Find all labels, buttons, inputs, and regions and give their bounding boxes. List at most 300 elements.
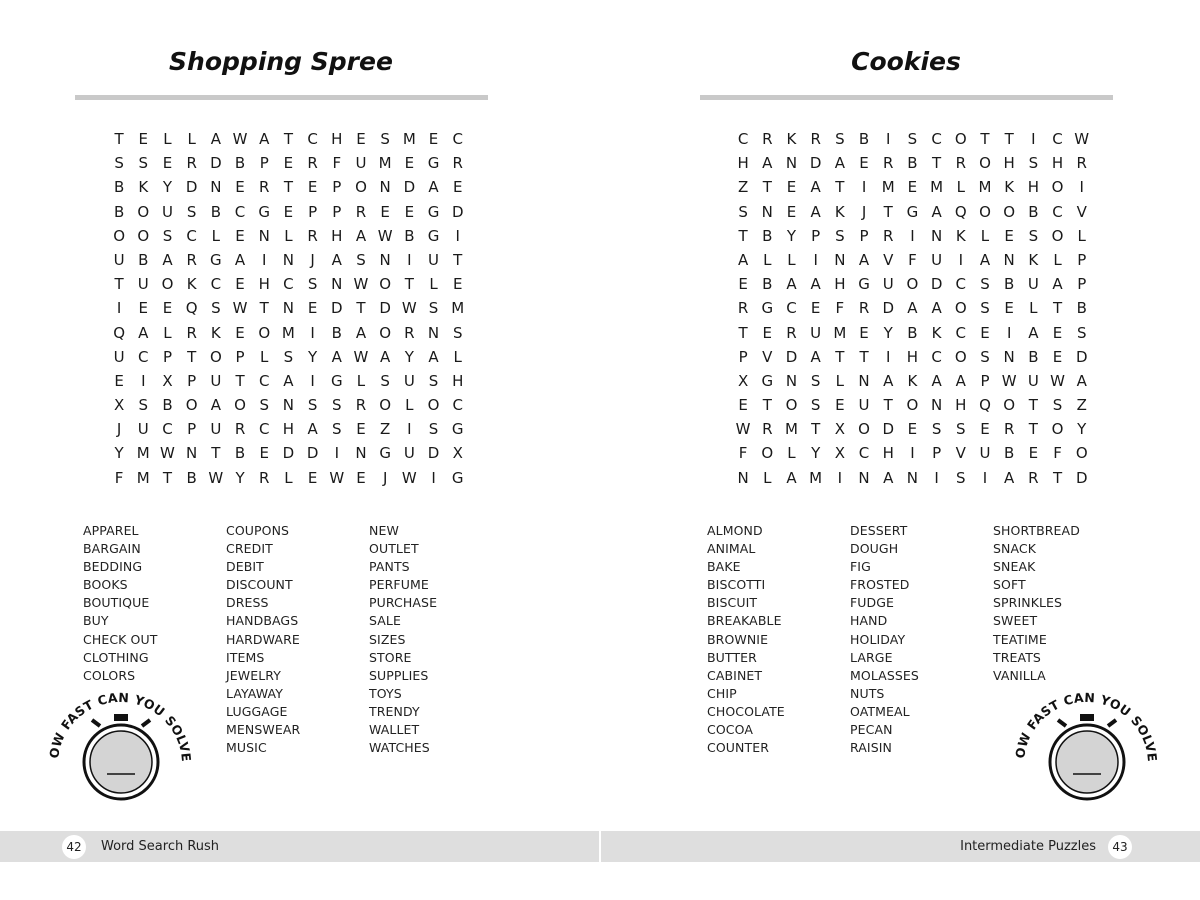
grid-letter: N xyxy=(282,250,295,269)
word-item: COUPONS xyxy=(226,523,290,538)
grid-letter: Y xyxy=(114,444,124,463)
grid-letter: S xyxy=(356,250,366,269)
grid-letter: B xyxy=(234,154,246,173)
grid-letter: I xyxy=(1031,130,1036,148)
grid-letter: E xyxy=(786,202,797,221)
word-item: COLORS xyxy=(83,667,136,683)
grid-letter: Y xyxy=(811,444,821,463)
grid-letter: M xyxy=(378,154,392,173)
word-item: ITEMS xyxy=(226,649,265,665)
word-item: ALMOND xyxy=(707,523,763,538)
grid-letter: O xyxy=(906,396,919,415)
grid-letter: C xyxy=(210,275,222,294)
grid-letter: E xyxy=(835,396,845,415)
grid-letter: H xyxy=(955,396,967,415)
grid-letter: L xyxy=(1053,250,1062,269)
grid-letter: I xyxy=(407,420,412,439)
grid-letter: B xyxy=(1076,299,1087,318)
grid-letter: B xyxy=(113,202,125,221)
grid-letter: O xyxy=(379,323,392,342)
word-item: DISCOUNT xyxy=(226,577,293,593)
word-item: STORE xyxy=(369,649,412,665)
grid-letter: D xyxy=(306,444,319,463)
grid-letter: D xyxy=(185,178,198,197)
grid-letter: D xyxy=(403,178,416,197)
grid-letter: L xyxy=(163,323,172,342)
word-item: CHECK OUT xyxy=(83,631,158,647)
grid-letter: J xyxy=(861,202,867,221)
grid-letter: F xyxy=(1053,444,1062,463)
grid-letter: W xyxy=(160,444,175,463)
grid-letter: K xyxy=(1028,250,1039,269)
grid-letter: T xyxy=(356,299,366,318)
grid-letter: H xyxy=(1003,154,1015,173)
grid-row xyxy=(731,272,1094,296)
grid-row xyxy=(107,248,470,272)
grid-letter: S xyxy=(907,130,918,148)
word-item: LUGGAGE xyxy=(226,703,288,719)
grid-row xyxy=(731,224,1094,248)
grid-letter: H xyxy=(1051,154,1064,173)
grid-letter: A xyxy=(883,468,894,487)
grid-letter: N xyxy=(282,396,295,415)
grid-letter: T xyxy=(453,250,463,269)
grid-letter: K xyxy=(955,226,966,245)
grid-letter: E xyxy=(980,420,990,439)
grid-letter: I xyxy=(407,250,412,269)
grid-letter: H xyxy=(452,371,464,390)
page-number: 42 xyxy=(62,835,86,859)
grid-letter: E xyxy=(283,202,294,221)
grid-letter: R xyxy=(762,420,773,439)
grid-letter: O xyxy=(113,226,125,245)
grid-letter: B xyxy=(234,444,246,463)
grid-letter: E xyxy=(786,178,797,197)
grid-letter: R xyxy=(883,154,894,173)
puzzle-title: Cookies xyxy=(851,47,961,76)
grid-letter: O xyxy=(185,396,198,415)
word-item: WATCHES xyxy=(369,740,430,756)
footer-label: Intermediate Puzzles xyxy=(960,839,1096,854)
grid-letter: E xyxy=(138,130,149,148)
grid-letter: Y xyxy=(404,347,414,366)
word-item: DEBIT xyxy=(226,559,264,575)
word-item: MOLASSES xyxy=(850,667,919,683)
grid-letter: B xyxy=(113,178,125,197)
word-item: LAYAWAY xyxy=(226,685,283,701)
grid-letter: L xyxy=(453,347,462,366)
grid-letter: A xyxy=(162,250,173,269)
word-item: CABINET xyxy=(707,667,763,683)
grid-letter: E xyxy=(356,130,366,148)
grid-letter: Q xyxy=(954,202,967,221)
word-item: NEW xyxy=(369,523,399,538)
grid-letter: W xyxy=(208,468,224,487)
grid-letter: A xyxy=(810,202,821,221)
grid-letter: Y xyxy=(162,178,173,197)
grid-letter: T xyxy=(1052,299,1063,318)
grid-letter: A xyxy=(1004,468,1015,487)
word-item: BOOKS xyxy=(83,577,128,593)
grid-letter: O xyxy=(858,420,870,439)
grid-letter: V xyxy=(883,250,894,269)
grid-letter: J xyxy=(310,250,315,269)
grid-letter: R xyxy=(259,178,270,197)
grid-letter: B xyxy=(762,226,773,245)
grid-letter: W xyxy=(401,468,417,487)
word-item: TOYS xyxy=(369,685,402,701)
grid-letter: R xyxy=(452,154,463,173)
grid-letter: M xyxy=(809,468,823,487)
grid-letter: F xyxy=(835,299,845,318)
grid-letter: S xyxy=(138,154,149,173)
word-item: SUPPLIES xyxy=(369,667,429,683)
grid-letter: I xyxy=(1079,178,1084,197)
grid-letter: U xyxy=(210,371,222,390)
grid-letter: E xyxy=(452,275,463,294)
grid-letter: F xyxy=(908,250,917,269)
grid-letter: X xyxy=(452,444,463,463)
grid-letter: S xyxy=(428,299,439,318)
grid-letter: B xyxy=(162,396,173,415)
grid-letter: G xyxy=(427,154,440,173)
grid-letter: A xyxy=(1052,275,1063,294)
grid-letter: L xyxy=(284,468,293,487)
grid-letter: E xyxy=(114,371,124,390)
grid-letter: R xyxy=(737,299,749,318)
grid-letter: M xyxy=(978,178,992,197)
grid-letter: T xyxy=(404,275,414,294)
grid-letter: M xyxy=(451,299,465,318)
word-item: MUSIC xyxy=(226,740,267,756)
word-item: CLOTHING xyxy=(83,649,149,665)
grid-letter: R xyxy=(186,323,197,342)
grid-letter: L xyxy=(405,396,414,415)
grid-letter: G xyxy=(906,202,919,221)
grid-letter: O xyxy=(379,275,392,294)
grid-letter: E xyxy=(283,154,294,173)
grid-letter: Z xyxy=(1076,396,1087,415)
grid-letter: S xyxy=(307,275,318,294)
grid-row xyxy=(107,224,470,248)
grid-letter: X xyxy=(113,396,125,415)
grid-row xyxy=(107,393,470,417)
grid-letter: A xyxy=(283,371,294,390)
grid-letter: A xyxy=(931,299,942,318)
grid-row xyxy=(107,175,470,199)
grid-letter: S xyxy=(307,396,318,415)
grid-letter: R xyxy=(234,420,246,439)
grid-letter: A xyxy=(428,178,439,197)
grid-letter: O xyxy=(137,226,150,245)
grid-letter: E xyxy=(1052,323,1063,342)
grid-letter: A xyxy=(810,347,821,366)
page-spine xyxy=(599,831,601,862)
grid-letter: A xyxy=(1076,371,1087,390)
grid-letter: U xyxy=(858,396,870,415)
grid-row xyxy=(107,296,470,320)
grid-letter: P xyxy=(162,347,172,366)
grid-letter: T xyxy=(1028,420,1038,439)
grid-letter: N xyxy=(258,226,270,245)
grid-letter: L xyxy=(356,371,366,390)
grid-letter: P xyxy=(332,202,342,221)
grid-letter: J xyxy=(382,468,388,487)
grid-letter: P xyxy=(1077,250,1087,269)
grid-letter: X xyxy=(834,444,845,463)
grid-letter: N xyxy=(282,299,295,318)
grid-letter: R xyxy=(1076,154,1087,173)
grid-letter: N xyxy=(906,468,919,487)
word-item: BUTTER xyxy=(707,649,757,665)
title-rule xyxy=(700,95,1113,100)
grid-letter: B xyxy=(907,154,918,173)
grid-row xyxy=(107,441,470,465)
word-item: DRESS xyxy=(226,595,269,611)
grid-letter: H xyxy=(331,226,343,245)
grid-letter: R xyxy=(858,299,870,318)
grid-letter: L xyxy=(835,371,845,390)
grid-letter: O xyxy=(954,347,967,366)
grid-letter: E xyxy=(859,154,869,173)
grid-letter: R xyxy=(355,396,367,415)
word-column xyxy=(369,522,512,757)
grid-letter: O xyxy=(906,275,919,294)
grid-letter: H xyxy=(834,275,846,294)
grid-letter: S xyxy=(980,347,990,366)
title-rule xyxy=(75,95,488,100)
grid-letter: J xyxy=(116,420,122,439)
grid-letter: I xyxy=(861,178,867,197)
grid-letter: T xyxy=(1052,468,1063,487)
grid-letter: G xyxy=(379,444,391,463)
grid-letter: A xyxy=(883,371,894,390)
grid-letter: A xyxy=(737,250,749,269)
word-item: PURCHASE xyxy=(369,595,438,611)
grid-letter: A xyxy=(979,250,991,269)
grid-letter: A xyxy=(259,130,270,148)
grid-row xyxy=(731,127,1094,151)
grid-letter: I xyxy=(910,226,915,245)
grid-letter: T xyxy=(114,275,124,294)
grid-letter: Q xyxy=(113,323,125,342)
grid-letter: B xyxy=(1004,275,1015,294)
grid-letter: I xyxy=(262,250,267,269)
word-item: LARGE xyxy=(850,649,893,665)
grid-letter: D xyxy=(451,202,464,221)
grid-letter: P xyxy=(859,226,869,245)
grid-letter: D xyxy=(882,420,894,439)
grid-letter: A xyxy=(331,347,342,366)
grid-letter: K xyxy=(210,323,221,342)
grid-letter: U xyxy=(113,250,125,269)
grid-letter: T xyxy=(883,202,893,221)
grid-letter: C xyxy=(258,420,270,439)
grid-letter: C xyxy=(1052,130,1063,148)
grid-letter: O xyxy=(761,444,774,463)
grid-letter: E xyxy=(428,130,439,148)
grid-letter: N xyxy=(858,468,870,487)
word-item: APPAREL xyxy=(83,523,139,538)
grid-letter: I xyxy=(813,250,818,269)
grid-letter: X xyxy=(737,371,749,390)
grid-letter: W xyxy=(401,299,417,318)
grid-letter: E xyxy=(235,226,245,245)
grid-letter: T xyxy=(738,323,748,342)
grid-letter: G xyxy=(761,371,774,390)
grid-letter: B xyxy=(210,202,221,221)
grid-letter: I xyxy=(334,444,339,463)
grid-letter: T xyxy=(162,468,173,487)
grid-letter: D xyxy=(882,299,894,318)
grid-letter: L xyxy=(956,178,965,197)
grid-letter: T xyxy=(762,396,772,415)
grid-letter: C xyxy=(234,202,246,221)
grid-letter: E xyxy=(1004,226,1014,245)
word-item: FIG xyxy=(850,559,871,575)
word-item: HARDWARE xyxy=(226,631,300,647)
grid-letter: W xyxy=(232,130,248,148)
grid-letter: P xyxy=(811,226,821,245)
grid-letter: I xyxy=(958,250,963,269)
grid-letter: E xyxy=(907,178,918,197)
grid-letter: S xyxy=(380,130,390,148)
grid-letter: N xyxy=(1003,250,1015,269)
page-footer xyxy=(0,831,600,862)
grid-letter: C xyxy=(186,226,197,245)
word-item: CHIP xyxy=(707,685,737,701)
word-item: PECAN xyxy=(850,722,893,738)
grid-letter: O xyxy=(1003,202,1016,221)
grid-letter: S xyxy=(956,420,966,439)
grid-letter: I xyxy=(310,371,315,390)
grid-letter: A xyxy=(931,202,942,221)
timer-caption: OW FAST CAN YOU SOLVE xyxy=(46,689,194,763)
grid-letter: H xyxy=(906,347,919,366)
grid-letter: G xyxy=(858,275,870,294)
grid-letter: E xyxy=(162,299,173,318)
grid-letter: O xyxy=(1051,178,1064,197)
word-item: SOFT xyxy=(993,577,1026,593)
word-item: NUTS xyxy=(850,685,885,701)
grid-letter: B xyxy=(858,130,870,148)
grid-letter: R xyxy=(307,226,318,245)
grid-letter: S xyxy=(835,226,845,245)
grid-letter: P xyxy=(980,371,990,390)
grid-letter: L xyxy=(284,226,293,245)
word-item: OATMEAL xyxy=(850,703,910,719)
word-item: HOLIDAY xyxy=(850,631,906,647)
word-item: BARGAIN xyxy=(83,541,141,557)
grid-letter: T xyxy=(1028,396,1038,415)
grid-letter: D xyxy=(1075,468,1088,487)
grid-letter: I xyxy=(837,468,843,487)
grid-letter: A xyxy=(331,250,342,269)
grid-letter: N xyxy=(1003,347,1015,366)
grid-letter: C xyxy=(452,396,463,415)
grid-letter: R xyxy=(955,154,966,173)
word-item: SHORTBREAD xyxy=(993,523,1080,538)
grid-letter: W xyxy=(353,275,369,294)
grid-letter: E xyxy=(404,202,415,221)
grid-letter: E xyxy=(307,299,318,318)
grid-letter: N xyxy=(834,250,846,269)
grid-letter: D xyxy=(331,299,343,318)
grid-letter: R xyxy=(1003,420,1015,439)
grid-row xyxy=(731,296,1094,320)
grid-letter: Y xyxy=(883,323,893,342)
word-item: DESSERT xyxy=(850,523,908,538)
grid-row xyxy=(731,175,1094,199)
grid-letter: K xyxy=(786,130,797,148)
word-item: HANDBAGS xyxy=(226,613,299,629)
grid-letter: I xyxy=(982,468,988,487)
grid-letter: K xyxy=(907,371,918,390)
grid-letter: D xyxy=(379,299,391,318)
grid-row xyxy=(731,369,1094,393)
grid-letter: L xyxy=(763,468,772,487)
grid-letter: C xyxy=(258,371,270,390)
grid-letter: W xyxy=(1001,371,1017,390)
grid-letter: T xyxy=(883,396,893,415)
grid-letter: B xyxy=(907,323,918,342)
grid-letter: C xyxy=(138,347,149,366)
page-footer xyxy=(600,831,1200,862)
grid-letter: C xyxy=(283,275,294,294)
word-item: TRENDY xyxy=(369,703,420,719)
word-item: BROWNIE xyxy=(707,631,769,647)
grid-letter: A xyxy=(955,371,966,390)
grid-letter: P xyxy=(1077,275,1087,294)
grid-letter: U xyxy=(1027,275,1039,294)
grid-letter: T xyxy=(738,226,748,245)
grid-letter: E xyxy=(307,178,318,197)
grid-letter: U xyxy=(1027,371,1039,390)
grid-letter: U xyxy=(210,420,222,439)
grid-row xyxy=(731,321,1094,345)
grid-letter: E xyxy=(356,468,366,487)
grid-letter: E xyxy=(259,444,269,463)
grid-letter: H xyxy=(282,420,295,439)
grid-letter: P xyxy=(332,178,342,197)
word-item: JEWELRY xyxy=(226,667,282,683)
grid-letter: S xyxy=(931,420,942,439)
grid-row xyxy=(107,369,470,393)
grid-letter: P xyxy=(738,347,748,366)
grid-letter: N xyxy=(930,226,943,245)
grid-letter: C xyxy=(955,323,967,342)
grid-letter: N xyxy=(785,154,798,173)
grid-letter: Z xyxy=(737,178,749,197)
grid-letter: E xyxy=(235,178,245,197)
grid-letter: D xyxy=(930,275,943,294)
grid-letter: A xyxy=(307,420,318,439)
letter-grid xyxy=(107,127,470,490)
grid-letter: E xyxy=(859,323,869,342)
word-item: COUNTER xyxy=(707,740,769,756)
grid-letter: T xyxy=(259,299,269,318)
stopwatch-icon xyxy=(1010,686,1160,806)
grid-letter: L xyxy=(163,130,172,148)
grid-letter: C xyxy=(931,347,942,366)
grid-letter: K xyxy=(931,323,942,342)
grid-letter: O xyxy=(979,202,991,221)
grid-letter: W xyxy=(232,299,248,318)
word-item: OUTLET xyxy=(369,541,419,557)
grid-letter: D xyxy=(1075,347,1088,366)
grid-letter: W xyxy=(1074,130,1090,148)
grid-letter: F xyxy=(114,468,124,487)
